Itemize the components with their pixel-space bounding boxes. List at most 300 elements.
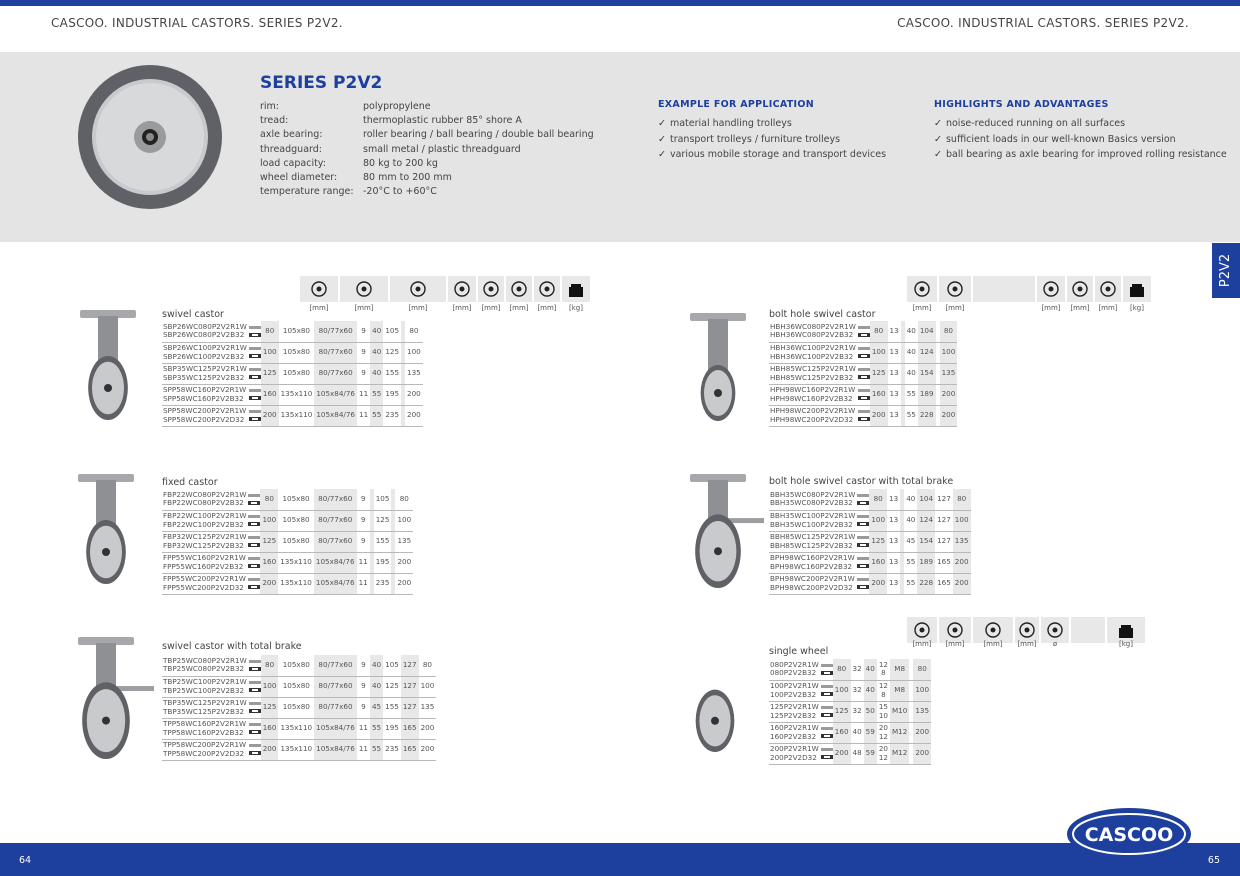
ball-bearing-icon [249, 751, 261, 755]
product-table [162, 321, 423, 427]
article-codes [162, 384, 249, 405]
table-row [769, 743, 931, 764]
table-row [162, 718, 436, 739]
bearing-type-icon [249, 342, 261, 363]
spec-label: load capacity: [260, 157, 326, 169]
article-code-primary: SBP26WC080P2V2R1W [163, 321, 247, 331]
table-cell: 80/77x60 [314, 321, 357, 342]
dimension-icon [1067, 276, 1093, 302]
top-accent-bar [0, 0, 1240, 6]
unit-label: [mm] [912, 640, 932, 648]
bearing-type-icon [858, 342, 870, 363]
table-row [769, 722, 931, 743]
table-cell: 135x110 [279, 405, 315, 426]
bearing-type-icon [249, 739, 261, 760]
ball-bearing-icon [857, 564, 869, 568]
roller-bearing-icon [857, 536, 869, 539]
bearing-type-icon [857, 552, 869, 573]
table-cell: 55 [370, 384, 383, 405]
article-code-secondary: 160P2V2B32 [770, 731, 817, 741]
bearing-type-icon [821, 659, 833, 680]
table-cell: 160 [869, 552, 887, 573]
table-cell: 9 [357, 342, 370, 363]
table-cell: 80/77x60 [314, 676, 357, 697]
table-cell: 127 [401, 655, 419, 676]
article-codes [162, 405, 249, 426]
article-code-secondary: BBH35WC080P2V2B32 [770, 498, 853, 508]
unit-label: [mm] [452, 304, 472, 312]
spec-label: rim: [260, 101, 279, 112]
table-cell: 80 [419, 655, 437, 676]
roller-bearing-icon [821, 727, 833, 730]
roller-bearing-icon [858, 368, 870, 371]
article-code-secondary: TPP58WC200P2V2D32 [163, 748, 245, 758]
table-cell: 55 [905, 384, 918, 405]
roller-bearing-icon [249, 702, 261, 705]
table-cell: 200 [913, 722, 931, 743]
table-cell: 100 [913, 680, 931, 701]
bearing-type-icon [249, 676, 261, 697]
article-code-primary: FBP22WC080P2V2R1W [163, 489, 247, 499]
table-cell: 20 12 [877, 722, 890, 743]
table-cell: 165 [935, 552, 953, 573]
unit-label: [mm] [481, 304, 501, 312]
spec-label: temperature range: [260, 186, 354, 198]
table-cell: 105x84/76 [314, 739, 357, 760]
table-cell: 55 [370, 739, 383, 760]
table-cell: 125 [261, 697, 279, 718]
table-cell: 135 [940, 363, 958, 384]
table-cell: 200 [405, 405, 423, 426]
bearing-type-icon [249, 321, 261, 342]
bearing-type-icon [857, 573, 869, 594]
table-cell: 235 [383, 739, 401, 760]
table-row [769, 405, 957, 426]
article-code-secondary: 080P2V2B32 [770, 668, 817, 678]
table-cell: 235 [374, 573, 392, 594]
unit-label: [mm] [945, 304, 965, 312]
section-title: bolt hole swivel castor with total brake [769, 476, 954, 487]
table-cell: 80/77x60 [314, 363, 357, 384]
table-cell: 80 [261, 321, 279, 342]
table-cell: 200 [953, 573, 971, 594]
article-code-secondary: TPP58WC160P2V2B32 [163, 727, 244, 737]
table-cell: 80/77x60 [314, 655, 357, 676]
article-code-secondary: HPH98WC160P2V2B32 [770, 393, 853, 403]
article-codes [769, 722, 821, 743]
table-cell: 189 [918, 384, 936, 405]
table-cell: 80/77x60 [314, 342, 357, 363]
table-cell: 40 [370, 342, 383, 363]
table-cell: 80 [260, 489, 278, 510]
ball-bearing-icon [857, 522, 869, 526]
bearing-type-icon [858, 321, 870, 342]
dimension-icon [340, 276, 388, 302]
table-cell: 160 [260, 552, 278, 573]
article-code-secondary: FBP22WC100P2V2B32 [163, 519, 244, 529]
unit-label: [mm] [1098, 304, 1118, 312]
roller-bearing-icon [248, 515, 260, 518]
table-cell: 100 [261, 342, 279, 363]
table-cell: 195 [383, 384, 401, 405]
ball-bearing-icon [821, 713, 833, 717]
table-cell: 20 12 [877, 743, 890, 764]
table-row [769, 701, 931, 722]
table-cell: 40 [370, 363, 383, 384]
table-cell: 200 [405, 384, 423, 405]
table-cell: 40 [370, 321, 383, 342]
table-cell: 9 [357, 676, 370, 697]
table-cell: 125 [870, 363, 888, 384]
table-row [162, 342, 423, 363]
table-cell: 195 [383, 718, 401, 739]
table-cell: 125 [374, 510, 392, 531]
article-code-primary: FPP55WC200P2V2R1W [163, 574, 246, 583]
roller-bearing-icon [857, 578, 869, 581]
ball-bearing-icon [248, 501, 260, 505]
table-cell: 40 [904, 489, 917, 510]
product-table [769, 659, 931, 765]
spec-row [260, 157, 594, 171]
roller-bearing-icon [821, 748, 833, 751]
table-cell: 105x84/76 [314, 573, 357, 594]
table-cell: 80/77x60 [314, 531, 357, 552]
table-cell: 11 [357, 573, 370, 594]
series-title: SERIES P2V2 [260, 73, 383, 93]
table-cell: M10 [890, 701, 909, 722]
table-cell: 125 [383, 676, 401, 697]
spec-label: axle bearing: [260, 129, 323, 141]
bearing-type-icon [857, 489, 869, 510]
table-cell: 200 [869, 573, 887, 594]
spec-row [260, 100, 594, 114]
spec-value: 80 mm to 200 mm [363, 171, 452, 183]
article-code-primary: 125P2V2R1W [770, 702, 819, 711]
table-cell: 125 [833, 701, 851, 722]
table-cell: 189 [917, 552, 935, 573]
table-cell: 55 [370, 718, 383, 739]
table-cell: 127 [935, 531, 953, 552]
unit-label: [mm] [309, 304, 329, 312]
roller-bearing-icon [248, 578, 260, 581]
article-codes [769, 405, 858, 426]
article-codes [769, 384, 858, 405]
table-cell: 40 [905, 363, 918, 384]
ball-bearing-icon [857, 543, 869, 547]
table-row [162, 552, 413, 573]
table-cell: 55 [905, 405, 918, 426]
ball-bearing-icon [858, 417, 870, 421]
table-cell: 80 [261, 655, 279, 676]
table-cell: 80 [953, 489, 971, 510]
roller-bearing-icon [249, 368, 261, 371]
table-cell: 40 [370, 655, 383, 676]
table-cell: 125 [383, 342, 401, 363]
series-side-tab [1212, 243, 1240, 298]
dimension-icon [534, 276, 560, 302]
article-code-secondary: HBH36WC080P2V2B32 [770, 330, 854, 340]
dimension-icon [390, 276, 446, 302]
table-cell: M12 [890, 743, 909, 764]
article-code-primary: BBH35WC100P2V2R1W [770, 511, 856, 520]
table-cell: 40 [864, 680, 877, 701]
table-cell: 155 [383, 697, 401, 718]
application-item: ✓ various mobile storage and transport devices [658, 147, 886, 163]
spec-value: -20°C to +60°C [363, 186, 437, 198]
bearing-type-icon [249, 405, 261, 426]
table-cell: 200 [913, 743, 931, 764]
article-codes [769, 680, 821, 701]
dimension-icon [1095, 276, 1121, 302]
table-cell: 200 [870, 405, 888, 426]
table-cell: 125 [869, 531, 887, 552]
unit-label: [mm] [408, 304, 428, 312]
article-code-primary: TPP58WC200P2V2R1W [163, 740, 247, 749]
article-codes [769, 321, 858, 342]
article-codes [162, 697, 249, 718]
article-code-secondary: BPH98WC200P2V2D32 [770, 582, 853, 592]
table-cell: 124 [917, 510, 935, 531]
table-cell: 12 8 [877, 680, 890, 701]
table-cell: 127 [935, 510, 953, 531]
unit-label: [mm] [912, 304, 932, 312]
table-cell: 12 8 [877, 659, 890, 680]
bearing-type-icon [248, 510, 260, 531]
table-cell: 105x80 [279, 363, 315, 384]
table-cell: 50 [864, 701, 877, 722]
roller-bearing-icon [248, 494, 260, 497]
bearing-type-icon [858, 384, 870, 405]
table-cell: 105x80 [279, 342, 315, 363]
ball-bearing-icon [857, 501, 869, 505]
dimension-icon [478, 276, 504, 302]
table-cell: 200 [419, 718, 437, 739]
table-cell: 11 [357, 739, 370, 760]
ball-bearing-icon [821, 692, 833, 696]
spec-label: wheel diameter: [260, 171, 338, 183]
table-cell: 160 [870, 384, 888, 405]
ball-bearing-icon [858, 354, 870, 358]
table-cell: M8 [890, 659, 909, 680]
ball-bearing-icon [248, 543, 260, 547]
table-cell: 80/77x60 [314, 489, 357, 510]
table-cell: 135 [405, 363, 423, 384]
dimension-icon [939, 276, 971, 302]
product-table [769, 321, 957, 427]
product-table [162, 489, 413, 595]
table-cell: 32 [851, 701, 864, 722]
dimension-icon [907, 276, 937, 302]
article-code-primary: 160P2V2R1W [770, 723, 819, 732]
table-cell: 80 [940, 321, 958, 342]
table-row [162, 405, 423, 426]
table-cell: 40 [851, 722, 864, 743]
table-cell: 105x80 [278, 510, 314, 531]
table-cell: 55 [904, 552, 917, 573]
roller-bearing-icon [821, 664, 833, 667]
article-codes [769, 363, 858, 384]
article-code-secondary: TBP25WC080P2V2B32 [163, 664, 245, 674]
article-code-primary: BPH98WC200P2V2R1W [770, 574, 855, 583]
article-code-secondary: SPP58WC160P2V2B32 [163, 393, 244, 403]
table-cell: M8 [890, 680, 909, 701]
article-codes [162, 739, 249, 760]
article-codes [162, 321, 249, 342]
article-code-secondary: 125P2V2B32 [770, 710, 817, 720]
article-code-secondary: FPP55WC200P2V2D32 [163, 582, 244, 592]
table-cell: 200 [261, 739, 279, 760]
unit-label: [mm] [509, 304, 529, 312]
table-row [769, 510, 971, 531]
bearing-type-icon [249, 363, 261, 384]
article-code-secondary: TBP35WC125P2V2B32 [163, 706, 245, 716]
ball-bearing-icon [249, 688, 261, 692]
article-code-primary: TBP25WC080P2V2R1W [163, 655, 247, 665]
article-code-primary: SBP26WC100P2V2R1W [163, 343, 247, 352]
table-cell: M12 [890, 722, 909, 743]
ball-bearing-icon [249, 730, 261, 734]
article-code-secondary: 100P2V2B32 [770, 689, 817, 699]
table-cell: 200 [395, 573, 413, 594]
article-code-primary: BBH35WC080P2V2R1W [770, 489, 856, 499]
spec-value: small metal / plastic threadguard [363, 143, 521, 155]
table-cell: 105 [383, 655, 401, 676]
table-cell: 32 [851, 659, 864, 680]
spec-label: threadguard: [260, 143, 322, 155]
table-row [162, 510, 413, 531]
article-code-primary: FPP55WC160P2V2R1W [163, 553, 246, 562]
table-cell: 100 [395, 510, 413, 531]
roller-bearing-icon [857, 515, 869, 518]
table-cell: 160 [261, 384, 279, 405]
article-codes [769, 342, 858, 363]
table-cell: 13 [888, 405, 901, 426]
section-title: swivel castor [162, 309, 224, 320]
table-cell: 228 [917, 573, 935, 594]
roller-bearing-icon [249, 326, 261, 329]
bearing-type-icon [248, 573, 260, 594]
castor-photo [672, 470, 764, 596]
table-cell: 40 [370, 676, 383, 697]
table-cell: 135x110 [278, 739, 314, 760]
roller-bearing-icon [858, 326, 870, 329]
roller-bearing-icon [249, 681, 261, 684]
article-code-primary: SBP35WC125P2V2R1W [163, 364, 247, 373]
table-cell: 40 [864, 659, 877, 680]
table-cell: 13 [888, 321, 901, 342]
table-cell: 135 [953, 531, 971, 552]
table-cell: 127 [401, 697, 419, 718]
section-title: fixed castor [162, 477, 218, 488]
ball-bearing-icon [249, 667, 261, 671]
article-codes [769, 701, 821, 722]
table-cell: 200 [419, 739, 437, 760]
table-cell: 105x84/76 [314, 552, 357, 573]
bearing-type-icon [821, 722, 833, 743]
table-row [162, 655, 436, 676]
roller-bearing-icon [249, 410, 261, 413]
series-spec-list [260, 100, 594, 199]
table-cell: 59 [864, 743, 877, 764]
unit-label: [mm] [354, 304, 374, 312]
table-cell: 105x80 [278, 489, 314, 510]
article-code-primary: HBH36WC080P2V2R1W [770, 321, 856, 331]
article-code-primary: FBP32WC125P2V2R1W [163, 532, 247, 541]
ball-bearing-icon [248, 564, 260, 568]
table-cell: 105x80 [278, 676, 314, 697]
table-cell: 100 [869, 510, 887, 531]
table-cell: 105x84/76 [314, 405, 357, 426]
table-cell: 55 [370, 405, 383, 426]
article-code-secondary: BBH85WC125P2V2B32 [770, 540, 853, 550]
ball-bearing-icon [249, 709, 261, 713]
castor-photo [676, 648, 754, 760]
dimension-icon [1037, 276, 1065, 302]
article-code-secondary: SBP26WC080P2V2B32 [163, 330, 245, 340]
castor-photo [58, 633, 154, 767]
table-cell: 13 [888, 384, 901, 405]
table-cell: 135x110 [278, 552, 314, 573]
article-codes [162, 363, 249, 384]
article-code-secondary: TBP25WC100P2V2B32 [163, 685, 245, 695]
ball-bearing-icon [249, 417, 261, 421]
table-cell: 45 [904, 531, 917, 552]
table-cell: 135x110 [278, 573, 314, 594]
article-code-primary: SPP58WC160P2V2R1W [163, 385, 247, 394]
roller-bearing-icon [821, 685, 833, 688]
article-code-secondary: HBH85WC125P2V2B32 [770, 372, 854, 382]
table-row [769, 321, 957, 342]
table-cell: 11 [357, 718, 370, 739]
table-cell: 9 [357, 510, 370, 531]
ball-bearing-icon [858, 333, 870, 337]
ball-bearing-icon [249, 375, 261, 379]
roller-bearing-icon [248, 536, 260, 539]
roller-bearing-icon [857, 494, 869, 497]
bearing-type-icon [249, 655, 261, 676]
table-cell: 13 [887, 531, 900, 552]
table-cell: 100 [261, 676, 279, 697]
spec-row [260, 114, 594, 128]
highlights-list [934, 116, 1227, 163]
table-row [162, 697, 436, 718]
ball-bearing-icon [249, 354, 261, 358]
table-cell: 13 [887, 510, 900, 531]
unit-label: [mm] [945, 640, 965, 648]
roller-bearing-icon [249, 347, 261, 350]
table-cell: 105x80 [278, 697, 314, 718]
article-code-primary: HPH98WC200P2V2R1W [770, 406, 856, 415]
table-cell: 13 [888, 363, 901, 384]
spec-row [260, 185, 594, 199]
table-cell: 9 [357, 321, 370, 342]
table-cell: 9 [357, 655, 370, 676]
table-cell: 40 [905, 342, 918, 363]
table-cell: 160 [833, 722, 851, 743]
article-codes [162, 676, 249, 697]
article-codes [769, 531, 857, 552]
unit-label: [kg] [1119, 640, 1133, 648]
table-cell: 200 [261, 405, 279, 426]
bearing-type-icon [858, 405, 870, 426]
table-cell: 100 [870, 342, 888, 363]
bearing-type-icon [821, 743, 833, 764]
bearing-type-icon [858, 363, 870, 384]
roller-bearing-icon [249, 723, 261, 726]
article-codes [162, 655, 249, 676]
table-cell: 200 [940, 384, 958, 405]
table-cell: 154 [917, 531, 935, 552]
